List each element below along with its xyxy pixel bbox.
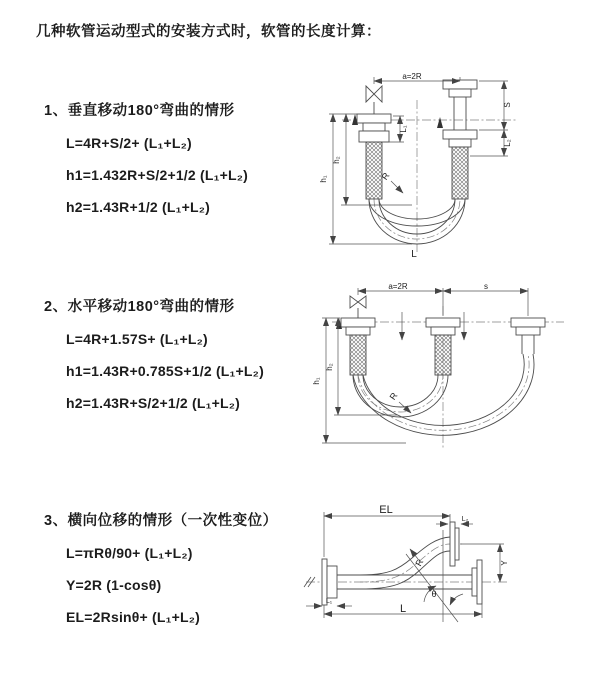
dim-label-l2: L₂	[503, 139, 512, 147]
right-pipe-assembly	[437, 80, 477, 199]
dim-label-y: Y	[500, 560, 509, 566]
section-2-heading: 2、水平移动180°弯曲的情形	[44, 299, 235, 315]
diagram-vertical-bend	[312, 72, 597, 260]
length-label: L	[411, 249, 417, 260]
valve-icon	[350, 296, 366, 308]
formula-y: Y=2R (1-cosθ)	[66, 577, 162, 593]
section-1-heading: 1、垂直移动180°弯曲的情形	[44, 103, 235, 119]
diagram-lateral-displacement	[298, 502, 598, 648]
formula-el: EL=2Rsinθ+ (L₁+L₂)	[66, 609, 201, 625]
section-vertical-movement	[44, 102, 248, 216]
dim-label-l: L	[399, 603, 407, 615]
braided-hose-section	[350, 335, 366, 375]
dim-label-l1: L₁	[325, 598, 333, 605]
right-pipe-assembly	[511, 318, 545, 354]
dim-label-l1: L₁	[399, 125, 408, 133]
middle-pipe-assembly	[426, 318, 460, 375]
diagram-horizontal-bend	[306, 282, 596, 454]
formula-h1: h1=1.432R+S/2+1/2 (L₁+L₂)	[66, 167, 248, 183]
lower-right-flange	[472, 560, 482, 604]
valve-icon	[366, 86, 382, 102]
dim-label-h2: h₂	[332, 156, 341, 164]
braided-hose-section	[435, 335, 451, 375]
formula-length: L=πRθ/90+ (L₁+L₂)	[66, 545, 193, 561]
dimension-labels	[312, 282, 488, 402]
dim-label-s: S	[503, 102, 512, 108]
formula-length: L=4R+1.57S+ (L₁+L₂)	[66, 331, 208, 347]
page-title: 几种软管运动型式的安装方式时，软管的长度计算：	[36, 24, 381, 40]
formula-length: L=4R+S/2+ (L₁+L₂)	[66, 135, 192, 151]
movement-arrow-icon	[437, 117, 443, 128]
dim-label-el: EL	[379, 504, 393, 516]
radius-label: R	[387, 390, 400, 402]
dimension-labels	[319, 72, 512, 260]
formula-h2: h2=1.43R+1/2 (L₁+L₂)	[66, 199, 211, 215]
dim-label-a2r: a=2R	[388, 282, 408, 291]
section-3-heading: 3、横向位移的情形（一次性变位）	[44, 513, 278, 529]
left-pipe-assembly	[336, 296, 375, 375]
braided-hose-section	[366, 142, 382, 199]
braided-hose-section	[452, 147, 468, 199]
formula-h2: h2=1.43R+S/2+1/2 (L₁+L₂)	[66, 395, 241, 411]
radius-label: R	[413, 557, 426, 568]
dim-label-s: s	[484, 282, 488, 291]
formula-h1: h1=1.43R+0.785S+1/2 (L₁+L₂)	[66, 363, 264, 379]
section-lateral-displacement	[44, 512, 278, 626]
dim-label-h1: h₁	[319, 175, 328, 183]
dim-label-h2: h₂	[325, 363, 334, 371]
hose-curves	[369, 199, 465, 244]
angle-label: θ	[431, 589, 437, 599]
dim-label-l2: L₂	[461, 516, 469, 523]
left-pipe-assembly	[352, 86, 391, 199]
upper-right-flange	[450, 522, 459, 566]
radius-label: R	[379, 170, 392, 182]
dim-label-a2r: a=2R	[402, 72, 422, 81]
section-horizontal-movement	[44, 298, 264, 412]
dim-label-h1: h₁	[312, 377, 321, 385]
